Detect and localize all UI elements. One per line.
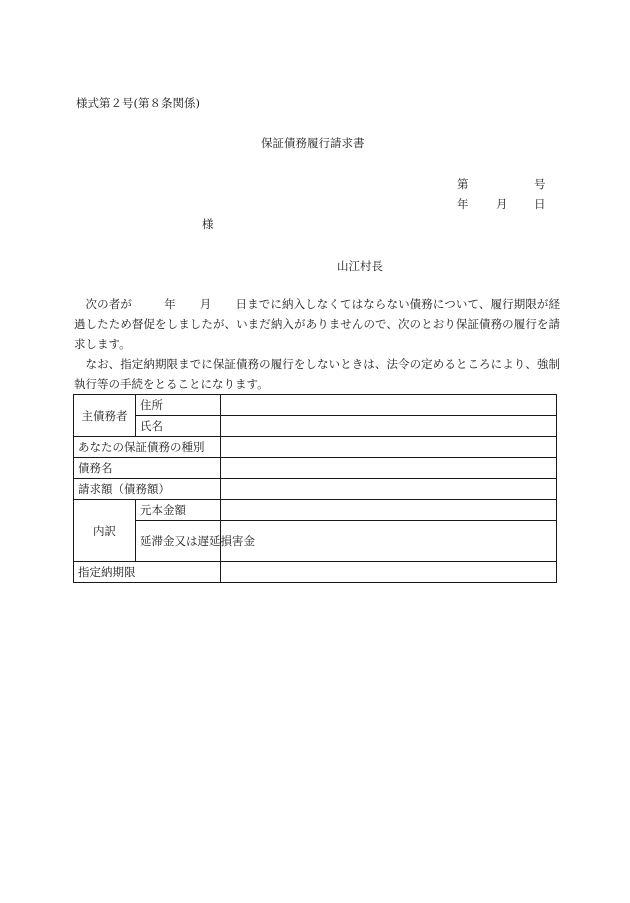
table-row [74,479,557,500]
name-value [221,416,557,437]
form-number-label: 様式第２号(第８条関係) [76,96,200,110]
late-charge-value [221,521,557,562]
date-year: 年 [457,197,469,211]
table-row [74,395,557,416]
table-row [74,458,557,479]
due-date-value [221,562,557,583]
due-date-label: 指定納期限 [74,562,221,583]
guarantee-type-label: あなたの保証債務の種別 [74,437,221,458]
document-number-prefix: 第 [457,177,469,191]
addressee-suffix: 様 [202,217,214,231]
principal-amount-label: 元本金額 [136,500,221,521]
debt-name-value [221,458,557,479]
paragraph-2: なお、指定納期限までに保証債務の履行をしないときは、法令の定めるところにより、強制執行等の手続をとることになります。 [74,357,560,391]
date-day: 日 [534,197,546,211]
table-row [74,500,557,521]
document-title: 保証債務履行請求書 [261,136,365,150]
principal-debtor-label: 主債務者 [74,395,136,437]
table-row [74,437,557,458]
address-value [221,395,557,416]
claim-table [73,394,557,583]
paragraph-1-year: 年 [163,297,176,311]
paragraph-1 [74,294,560,354]
breakdown-label: 内訳 [74,500,136,562]
document-number-suffix: 号 [534,177,546,191]
paragraph-1-month: 月 [199,297,212,311]
paragraph-1-part1: 次の者が [85,297,132,311]
debt-name-label: 債務名 [74,458,221,479]
guarantee-type-value [221,437,557,458]
date-month: 月 [496,197,508,211]
claim-amount-label: 請求額（債務額） [74,479,221,500]
body-text [74,294,560,394]
table-row [74,521,557,562]
sender-name: 山江村長 [337,259,383,273]
address-label: 住所 [136,395,221,416]
name-label: 氏名 [136,416,221,437]
paragraph-1-part2: 日までに納入しなくてはならない債務について、履行期限が経過したため督促をしましたが、いまだ納入がありませんので、次のとおり保証債務の履行を請求します。 [74,297,561,351]
claim-amount-value [221,479,557,500]
table-row [74,416,557,437]
principal-amount-value [221,500,557,521]
table-row [74,562,557,583]
late-charge-label: 延滞金又は遅延損害金 [136,521,221,562]
